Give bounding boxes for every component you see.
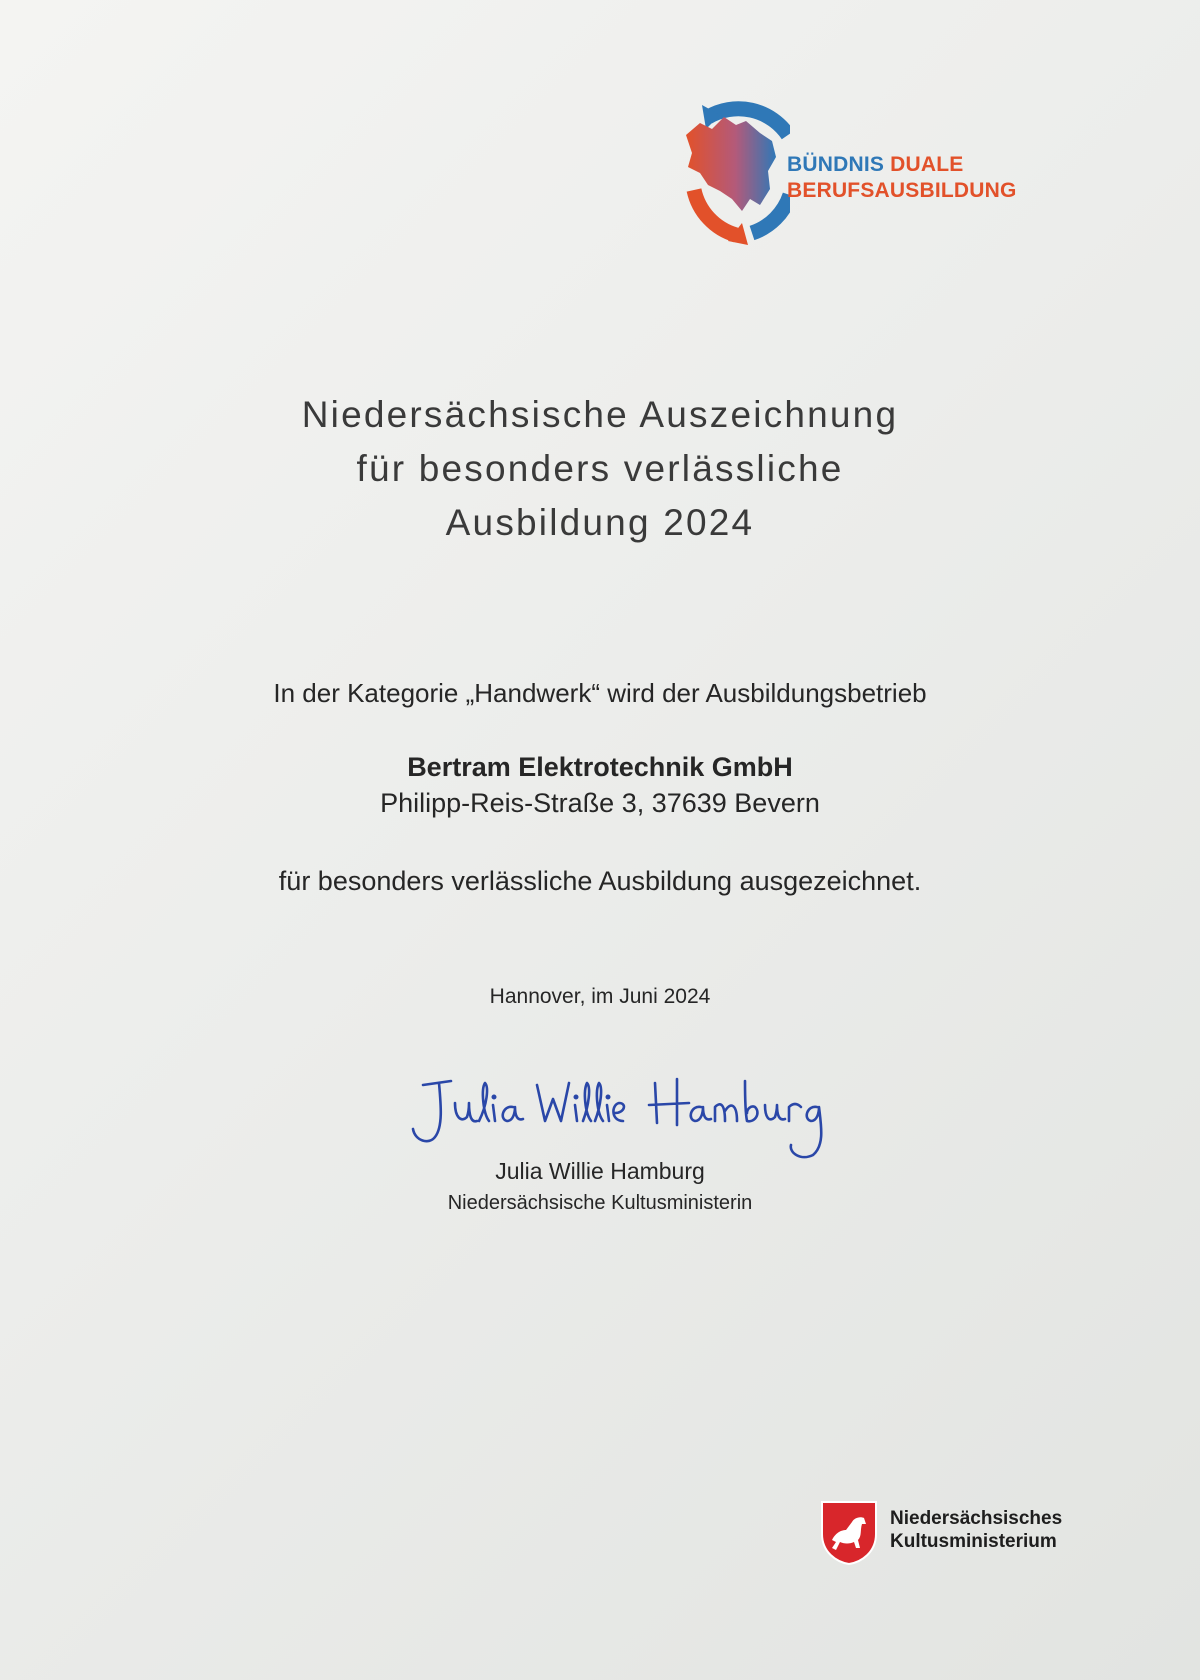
logo-line-1	[787, 153, 963, 177]
ministry-name-line-2: Kultusministerium	[890, 1531, 1057, 1552]
ministry-logo	[820, 1500, 1120, 1570]
title-line-2: für besonders verlässliche	[356, 448, 844, 489]
signer-role: Niedersächsische Kultusministerin	[447, 1192, 753, 1214]
company-name: Bertram Elektrotechnik GmbH	[407, 752, 793, 782]
logo-word-buendnis: BÜNDNIS	[787, 153, 885, 176]
lower-saxony-horse-crest-icon	[820, 1500, 878, 1566]
award-statement: für besonders verlässliche Ausbildung ausgezeichnet.	[278, 866, 922, 896]
handwritten-signature	[405, 1065, 875, 1165]
certificate-title	[0, 388, 1200, 550]
recycle-map-emblem-icon	[680, 95, 790, 245]
logo-word-duale: DUALE	[890, 153, 964, 176]
place-and-date: Hannover, im Juni 2024	[489, 985, 711, 1008]
category-statement: In der Kategorie „Handwerk“ wird der Ausbildungsbetrieb	[273, 678, 927, 708]
buendnis-logo	[680, 95, 1060, 245]
signer-name: Julia Willie Hamburg	[495, 1158, 705, 1184]
logo-line-2: BERUFSAUSBILDUNG	[787, 179, 1017, 202]
title-line-3: Ausbildung 2024	[445, 502, 755, 543]
company-address: Philipp-Reis-Straße 3, 37639 Bevern	[380, 788, 820, 818]
title-line-1: Niedersächsische Auszeichnung	[301, 394, 899, 435]
ministry-name-line-1: Niedersächsisches	[890, 1508, 1063, 1529]
